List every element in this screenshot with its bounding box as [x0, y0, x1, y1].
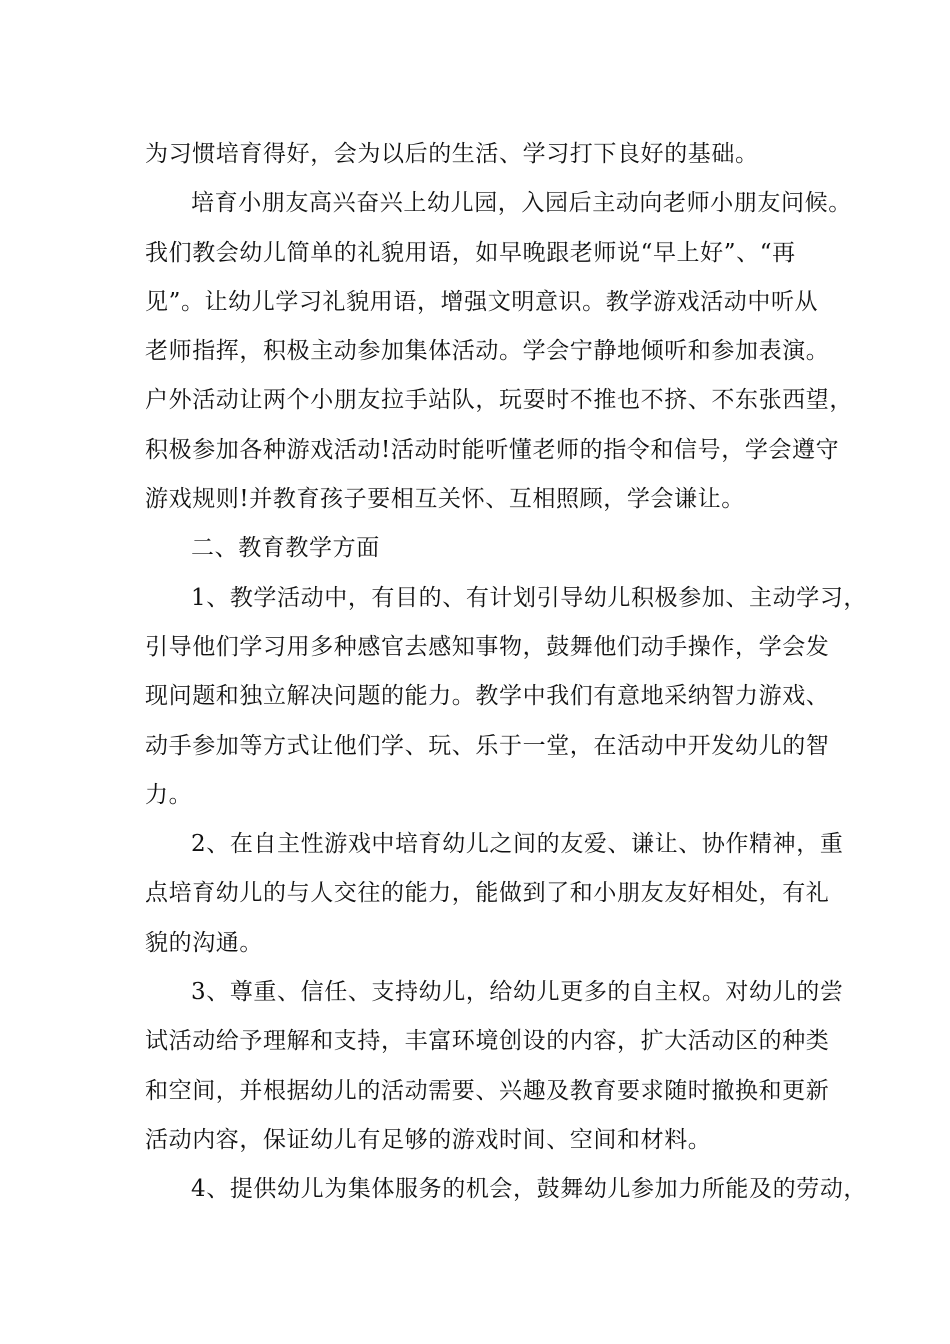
- paragraph: [145, 179, 853, 524]
- paragraph: [145, 130, 825, 179]
- text-line: 见”。让幼儿学习礼貌用语，增强文明意识。教学游戏活动中听从: [145, 288, 819, 315]
- paragraph: [145, 574, 868, 820]
- text-line: 力。: [145, 781, 193, 808]
- text-line: 老师指挥，积极主动参加集体活动。学会宁静地倾听和参加表演。: [145, 338, 830, 365]
- text-line: 游戏规则!并教育孩子要相互关怀、互相照顾，学会谦让。: [145, 486, 745, 513]
- text-line: 引导他们学习用多种感官去感知事物，鼓舞他们动手操作，学会发: [145, 633, 830, 660]
- text-line: 培育小朋友高兴奋兴上幼儿园，入园后主动向老师小朋友问候。: [191, 190, 852, 217]
- text-line: 积极参加各种游戏活动!活动时能听懂老师的指令和信号，学会遵守: [145, 436, 840, 463]
- text-line: 我们教会幼儿简单的礼貌用语，如早晚跟老师说“早上好”、“再: [145, 239, 796, 266]
- document-body: [145, 130, 868, 1215]
- paragraph: [145, 820, 844, 968]
- text-line: 试活动给予理解和支持，丰富环境创设的内容，扩大活动区的种类: [145, 1028, 830, 1055]
- text-line: 二、教育教学方面: [191, 535, 380, 562]
- text-line: 现问题和独立解决问题的能力。教学中我们有意地采纳智力游戏、: [145, 683, 830, 710]
- text-line: 户外活动让两个小朋友拉手站队，玩耍时不推也不挤、不东张西望，: [145, 387, 853, 414]
- paragraph: [145, 1165, 868, 1214]
- text-line: 为习惯培育得好，会为以后的生活、学习打下良好的基础。: [145, 141, 759, 167]
- text-line: 点培育幼儿的与人交往的能力，能做到了和小朋友友好相处，有礼: [145, 880, 830, 907]
- text-line: 和空间，并根据幼儿的活动需要、兴趣及教育要求随时撤换和更新: [145, 1077, 830, 1104]
- text-line: 貌的沟通。: [145, 929, 263, 956]
- text-line: 1、教学活动中，有目的、有计划引导幼儿积极参加、主动学习，: [191, 584, 868, 611]
- text-line: 活动内容，保证幼儿有足够的游戏时间、空间和材料。: [145, 1126, 712, 1153]
- text-line: 2、在自主性游戏中培育幼儿之间的友爱、谦让、协作精神，重: [191, 831, 844, 858]
- text-line: 4、提供幼儿为集体服务的机会，鼓舞幼儿参加力所能及的劳动，: [191, 1176, 868, 1203]
- paragraph: [145, 968, 844, 1165]
- text-line: 3、尊重、信任、支持幼儿，给幼儿更多的自主权。对幼儿的尝: [191, 979, 844, 1006]
- text-line: 动手参加等方式让他们学、玩、乐于一堂，在活动中开发幼儿的智: [145, 732, 830, 759]
- paragraph: [145, 524, 825, 573]
